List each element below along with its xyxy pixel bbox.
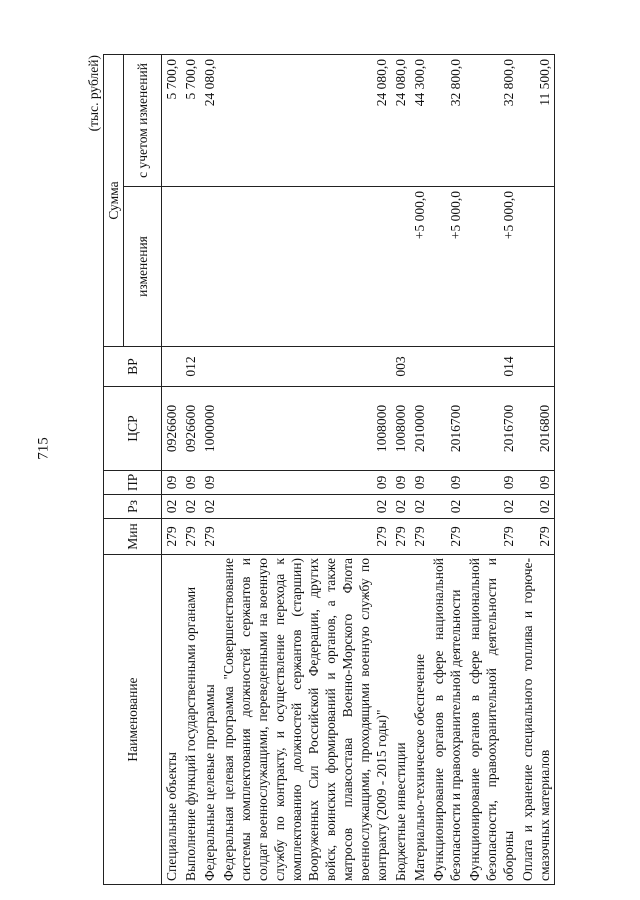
row-change [391, 187, 410, 347]
row-min: 279 [181, 519, 200, 555]
row-change [181, 187, 200, 347]
row-name: Функционирование органов в сфере национальной безопасности, правоохранительной деятельности и обороны [465, 555, 518, 885]
row-total: 24 080,0 [200, 54, 219, 186]
row-rz: 02 [518, 495, 555, 519]
row-name: Федеральные целевые программы [200, 555, 219, 885]
row-vr [518, 347, 555, 387]
row-min: 279 [200, 519, 219, 555]
row-min: 279 [162, 519, 182, 555]
row-rz: 02 [429, 495, 465, 519]
row-change: +5 000,0 [465, 187, 518, 347]
row-change [518, 187, 555, 347]
row-rz: 02 [219, 495, 391, 519]
row-vr: 014 [465, 347, 518, 387]
header-name: Наименование [104, 555, 162, 885]
header-change: изменения [124, 187, 162, 347]
header-pr: ПР [104, 471, 162, 495]
budget-table [103, 54, 555, 885]
row-rz: 02 [465, 495, 518, 519]
header-with-change: с учетом изменений [124, 54, 162, 186]
row-rz: 02 [410, 495, 429, 519]
row-total: 44 300,0 [410, 54, 429, 186]
table-row [465, 54, 518, 884]
row-csr: 1008000 [219, 387, 391, 471]
row-vr: 003 [391, 347, 410, 387]
row-total: 11 500,0 [518, 54, 555, 186]
row-rz: 02 [200, 495, 219, 519]
row-min: 279 [219, 519, 391, 555]
header-min: Мин [104, 519, 162, 555]
row-csr: 0926600 [162, 387, 182, 471]
row-rz: 02 [391, 495, 410, 519]
rotated-document [85, 55, 605, 885]
row-csr: 2016700 [465, 387, 518, 471]
row-pr: 09 [200, 471, 219, 495]
row-name: Специальные объекты [162, 555, 182, 885]
table-row [391, 54, 410, 884]
header-csr: ЦСР [104, 387, 162, 471]
row-name: Выполнение функций государственными органами [181, 555, 200, 885]
row-total: 32 800,0 [465, 54, 518, 186]
page-number: 715 [35, 437, 52, 460]
table-row [181, 54, 200, 884]
row-vr [429, 347, 465, 387]
table-row [429, 54, 465, 884]
row-total: 24 080,0 [219, 54, 391, 186]
row-total: 24 080,0 [391, 54, 410, 186]
table-body [162, 54, 555, 884]
row-csr: 2016700 [429, 387, 465, 471]
row-total: 5 700,0 [181, 54, 200, 186]
row-vr [219, 347, 391, 387]
row-pr: 09 [219, 471, 391, 495]
row-change: +5 000,0 [429, 187, 465, 347]
row-change: +5 000,0 [410, 187, 429, 347]
row-pr: 09 [465, 471, 518, 495]
row-csr: 1000000 [200, 387, 219, 471]
row-pr: 09 [181, 471, 200, 495]
row-total: 32 800,0 [429, 54, 465, 186]
row-change [162, 187, 182, 347]
row-name: Федеральная целевая программа "Совершенствование системы комплектования должностей сержантов и солдат военнослужащими, переведенными на военную службу по контракту, и осуществление перехода к комплектованию должностей сержантов (старшин) Вооруженных Сил Российской Федерации, других войск, воинских формирований и органов, а также матросов плавсостава Военно-Морского Флота военнослужащими, проходящими военную службу по контракту (2009 - 2015 годы)" [219, 555, 391, 885]
row-total: 5 700,0 [162, 54, 182, 186]
row-pr: 09 [429, 471, 465, 495]
row-name: Материально-техническое обеспечение [410, 555, 429, 885]
table-row [410, 54, 429, 884]
row-min: 279 [410, 519, 429, 555]
row-min: 279 [518, 519, 555, 555]
row-name: Бюджетные инвестиции [391, 555, 410, 885]
row-vr: 012 [181, 347, 200, 387]
row-pr: 09 [518, 471, 555, 495]
unit-note: (тыс. рублей) [86, 55, 101, 132]
row-min: 279 [429, 519, 465, 555]
row-min: 279 [391, 519, 410, 555]
row-rz: 02 [181, 495, 200, 519]
row-vr [162, 347, 182, 387]
row-pr: 09 [391, 471, 410, 495]
row-rz: 02 [162, 495, 182, 519]
row-vr [410, 347, 429, 387]
row-change [219, 187, 391, 347]
header-rz: Рз [104, 495, 162, 519]
row-vr [200, 347, 219, 387]
row-csr: 2010000 [410, 387, 429, 471]
row-pr: 09 [162, 471, 182, 495]
row-pr: 09 [410, 471, 429, 495]
table-row [518, 54, 555, 884]
row-csr: 1008000 [391, 387, 410, 471]
row-name: Оплата и хранение специального топлива и горюче-смазочных материалов [518, 555, 555, 885]
row-min: 279 [465, 519, 518, 555]
header-vr: ВР [104, 347, 162, 387]
table-row [162, 54, 182, 884]
row-change [200, 187, 219, 347]
row-csr: 2016800 [518, 387, 555, 471]
row-name: Функционирование органов в сфере национальной безопасности и правоохранительной деятельности [429, 555, 465, 885]
table-row [219, 54, 391, 884]
table-row [200, 54, 219, 884]
row-csr: 0926600 [181, 387, 200, 471]
header-sum: Сумма [104, 54, 124, 346]
